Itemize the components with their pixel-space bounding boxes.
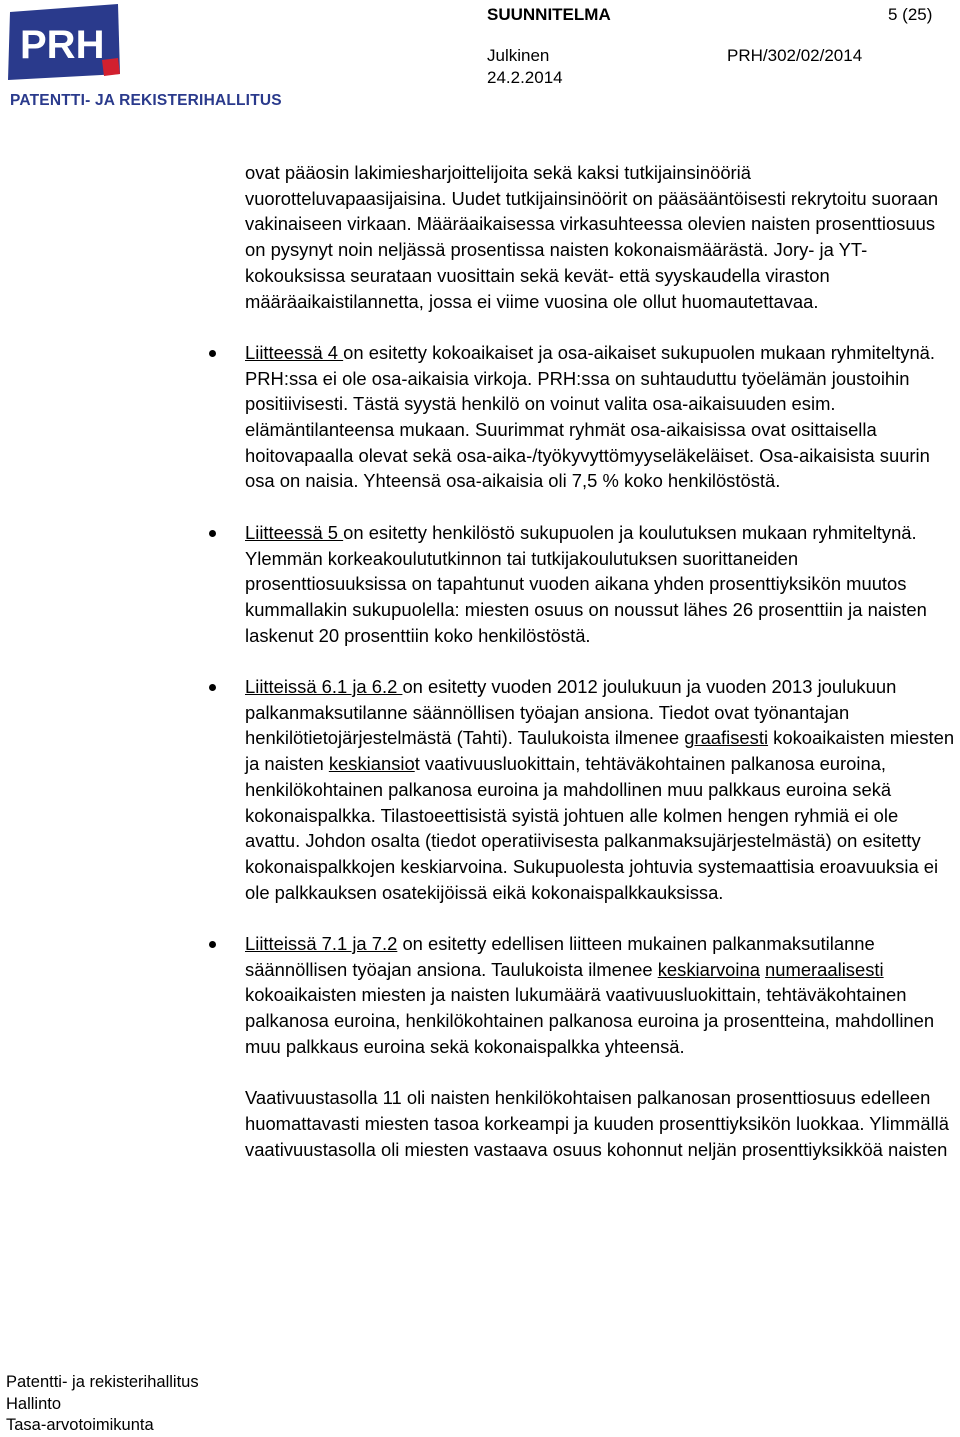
classification: Julkinen [487, 46, 550, 65]
page-number: 5 (25) [888, 5, 933, 24]
document-type: SUUNNITELMA [487, 5, 611, 24]
appendix-6-link[interactable]: Liitteissä 6.1 ja 6.2 [245, 676, 403, 698]
bullet-icon [209, 684, 216, 691]
appendix-6-underlined-2: keskiansio [328, 753, 415, 775]
footer-committee: Tasa-arvotoimikunta [6, 1416, 154, 1434]
appendix-7-link[interactable]: Liitteissä 7.1 ja 7.2 [245, 933, 398, 955]
appendix-4-text: on esitetty kokoaikaiset ja osa-aikaiset sukupuolen mukaan ryhmiteltynä. PRH:ssa ei ole osa-aikaisia virkoja. PRH:ssa on suhtauduttu työelämän joustoihin positiivisesti. Tästä syystä henkilö on voinut valita osa-aikaisuuden esim. elämäntilanteensa mukaan. Suurimmat ryhmät osa-aikaisissa ovat osittaisella hoitovapaalla olevat sekä osa-aika-/työkyvyttömyyseläkeläiset. Osa-aikaisista suurin osa on naisia. Yhteensä osa-aikaisia oli 7,5 % koko henkilöstöstä. [245, 341, 936, 492]
list-item-appendix-5 [245, 520, 957, 649]
prh-logo-mark [6, 4, 124, 80]
prh-logo-text: PRH [20, 23, 105, 67]
appendix-6-text-a: on esitetty vuoden 2012 joulukuun ja vuoden 2013 joulukuun palkanmaksutilanne säännöllisen työajan ansiona. Tiedot ovat työnantajan henkilötietojärjestelmästä (Tahti). Taulukoista ilmenee [245, 676, 897, 749]
bullet-icon [209, 941, 216, 948]
appendix-7-underlined-1: keskiarvoina [657, 958, 760, 980]
appendix-4-link[interactable]: Liitteessä 4 [245, 341, 344, 363]
appendix-7-underlined-2: numeraalisesti [765, 958, 884, 980]
appendix-5-link[interactable]: Liitteessä 5 [245, 521, 344, 543]
bullet-icon [209, 530, 216, 537]
appendix-6-underlined-1: graafisesti [684, 727, 769, 749]
prh-logo [6, 4, 282, 112]
bullet-icon [209, 350, 216, 357]
footer-department: Hallinto [6, 1394, 62, 1413]
document-reference: PRH/302/02/2014 [727, 46, 863, 65]
prh-logo-tagline: PATENTTI- JA REKISTERIHALLITUS [10, 92, 282, 109]
closing-paragraph: Vaativuustasolla 11 oli naisten henkilökohtaisen palkanosan prosenttiosuus edelleen huomattavasti miesten tasoa korkeampi ja kuuden prosenttiyksikön luokkaa. Ylimmällä vaativuustasolla oli miesten vastaava osuus kohonnut neljän prosenttiyksikköä naisten [245, 1087, 949, 1160]
list-item-appendix-6 [245, 674, 957, 905]
footer-organization: Patentti- ja rekisterihallitus [6, 1373, 199, 1391]
document-body [245, 160, 957, 1162]
appendix-6-text-c: t vaativuusluokittain, tehtäväkohtainen palkanosa euroina, henkilökohtainen palkanosa euroina ja mahdollinen muu palkkaus euroina sekä kokonaispalkka. Tilastoeettisistä syistä johtuen alle kolmen hengen ryhmiä ei ole avattu. Johdon osalta (tiedot operatiivisesta palkanmaksujärjestelmästä) on esitetty kokonaispalkkojen keskiarvoina. Sukupuolesta johtuvia systemaattisia eroavuuksia ei ole palkkauksen osatekijöissä eikä kokonaispalkkauksissa. [245, 753, 939, 903]
appendix-6-text-b: kokoaikaisten miesten ja naisten [245, 727, 955, 775]
intro-paragraph: ovat pääosin lakimiesharjoittelijoita sekä kaksi tutkijainsinööriä vuorotteluvapaasijaisina. Uudet tutkijainsinöörit on pääsääntöisesti rekrytoitu suoraan vakinaiseen virkaan. Määräaikaisessa virkasuhteessa olevien naisten prosenttiosuus on pysynyt noin neljässä prosentissa naisten kokonaismäärästä. Jory- ja YT-kokouksissa seurataan vuosittain sekä kevät- että syyskaudella viraston määräaikaistilannetta, jossa ei viime vuosina ole ollut huomautettavaa. [245, 162, 939, 312]
appendix-5-text: on esitetty henkilöstö sukupuolen ja koulutuksen mukaan ryhmiteltynä. Ylemmän korkeakoulututkinnon tai tutkijakoulutuksen suorittaneiden prosenttiosuuksissa on tapahtunut vuoden aikana yhden prosenttiyksikön muutos kummallakin sukupuolella: miesten osuus on noussut lähes 26 prosenttiin ja naisten laskenut 20 prosenttiin koko henkilöstöstä. [245, 521, 927, 646]
prh-logo-graphic [6, 4, 124, 80]
footer [6, 1372, 199, 1437]
appendix-7-text-a: on esitetty edellisen liitteen mukainen palkanmaksutilanne säännöllisen työajan ansiona. Taulukoista ilmenee [245, 933, 875, 980]
appendix-7-text-c: kokoaikaisten miesten ja naisten lukumäärä vaativuusluokittain, tehtäväkohtainen palkanosa euroina, henkilökohtainen palkanosa euroina ja prosentteina, mahdollinen muu palkkaus euroina sekä kokonaispalkka yhteensä. [245, 984, 935, 1057]
document-date: 24.2.2014 [487, 68, 563, 87]
list-item-appendix-7 [245, 931, 957, 1060]
list-item-appendix-4 [245, 340, 957, 494]
